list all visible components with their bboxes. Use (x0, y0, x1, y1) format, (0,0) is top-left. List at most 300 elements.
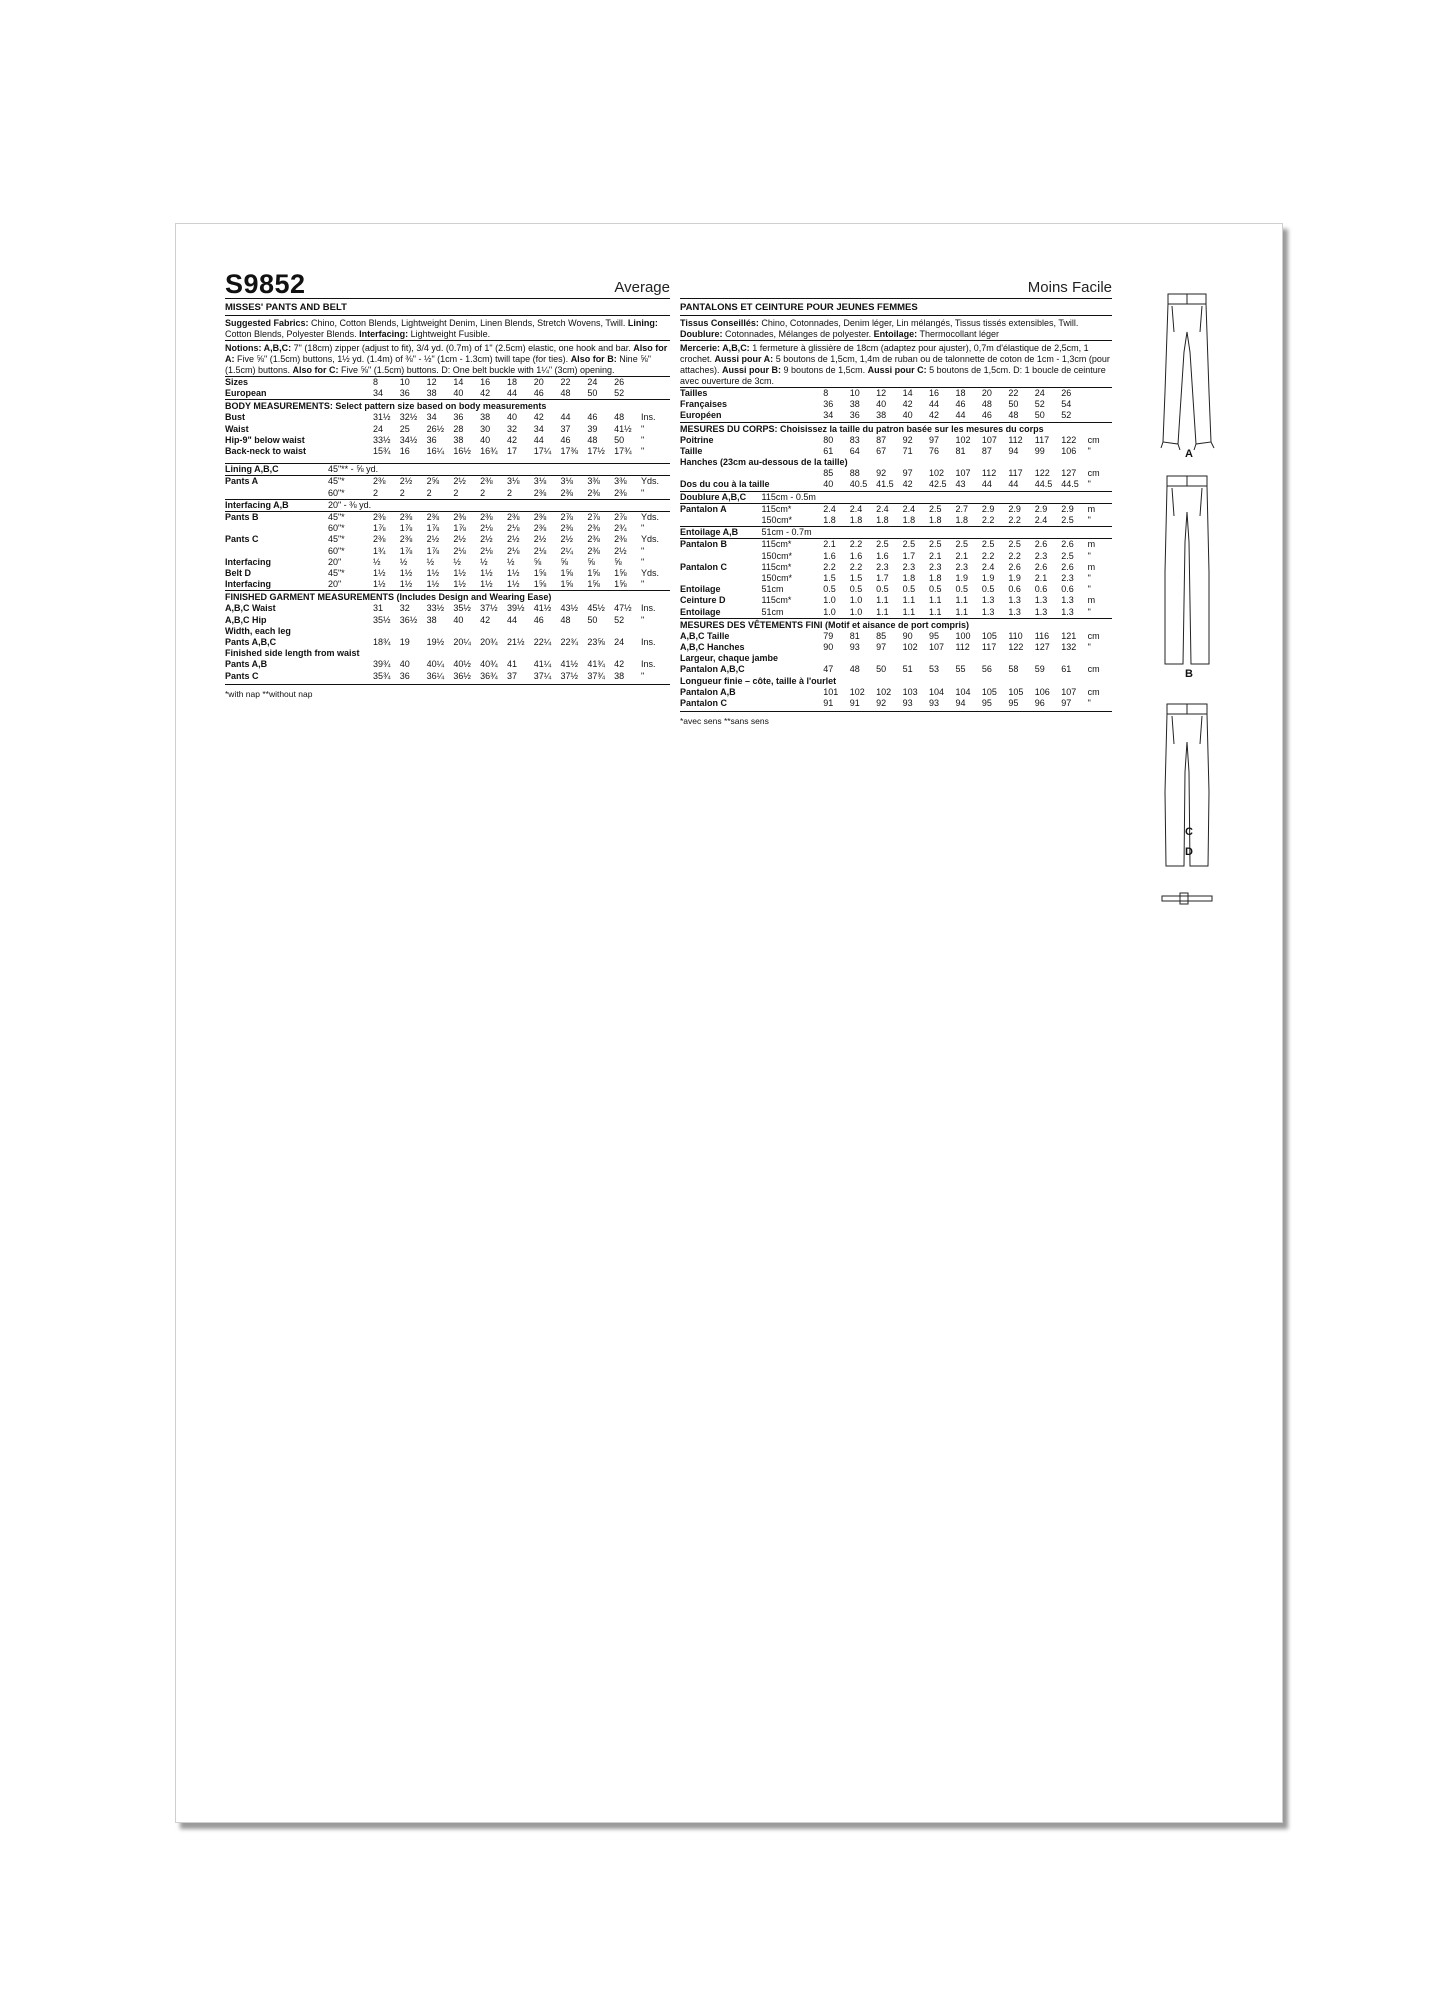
table-cell: 2.3 (1034, 550, 1048, 561)
table-cell: 115cm* (761, 595, 792, 606)
table-cell: 46 (533, 388, 544, 399)
table-cell: 40 (506, 412, 517, 423)
table-cell: 2⅜ (399, 534, 413, 545)
table-cell: 44.5 (1034, 479, 1053, 490)
table-cell: 2⅜ (533, 523, 547, 534)
view-c-drawing (1165, 704, 1209, 866)
table-cell: 42 (614, 659, 625, 670)
table-cell: 2⅜ (614, 487, 627, 498)
table-cell: " (1087, 479, 1091, 490)
table-cell (850, 492, 876, 503)
table-row (680, 551, 1112, 562)
table-cell (903, 527, 929, 538)
table-cell: 39 (587, 423, 598, 434)
table-cell: 22¼ (533, 637, 552, 648)
table-cell: 42 (480, 614, 491, 625)
table-row (680, 492, 1112, 503)
table-cell: 1.1 (955, 606, 968, 617)
table-cell: 96 (1034, 698, 1045, 709)
table-cell: 106 (1061, 445, 1077, 456)
table-cell (1035, 527, 1061, 538)
table-cell: 60"* (327, 487, 345, 498)
table-cell: 2⅛ (506, 545, 520, 556)
table-cell: " (640, 670, 645, 681)
table-cell: 110 (1008, 630, 1023, 641)
table-cell (328, 377, 373, 388)
row-label: Dos du cou à la taille (680, 479, 770, 490)
row-label: Taille (680, 445, 703, 456)
table-cell: 115cm - 0.5m (761, 491, 816, 502)
table-cell: 18 (506, 377, 517, 387)
notions-text-fr: 1 fermeture à glissière de 18cm (adaptez pour ajuster), 0,7m d'élastique de 2,5cm, 1 crochet. (680, 343, 1089, 364)
table-cell: 41¼ (533, 659, 552, 670)
table-cell: 2.5 (929, 503, 942, 514)
row-label: Entoilage (680, 584, 721, 595)
table-cell (328, 637, 373, 648)
table-cell (1088, 527, 1112, 538)
table-cell: 43 (955, 479, 966, 490)
table-cell: 1⅝ (587, 579, 600, 590)
table-cell: 2.3 (876, 561, 889, 572)
table-cell: 2⅜ (480, 512, 493, 523)
table-cell (453, 464, 480, 475)
table-cell: 2 (426, 487, 432, 498)
row-label: Pants B (225, 512, 259, 523)
table-cell: 88 (849, 468, 860, 479)
table-cell: m (1087, 539, 1096, 550)
table-cell: ½ (506, 556, 515, 567)
notions-c-text: Five ⅝" (1.5cm) buttons. D: One belt buckle with 1¼" (3cm) opening. (338, 365, 615, 375)
table-row (225, 568, 670, 579)
table-cell: 121 (1061, 630, 1077, 641)
table-cell: 2⅜ (560, 523, 574, 534)
table-cell: 48 (614, 412, 625, 423)
table-cell: 41.5 (876, 479, 894, 490)
table-cell: 1.8 (955, 515, 968, 526)
table-row (680, 698, 1112, 709)
row-label: Belt D (225, 568, 252, 579)
table-cell: 1.3 (1034, 606, 1048, 617)
table-cell: cm (1087, 664, 1100, 675)
table-cell: 112 (1008, 434, 1023, 445)
view-label-a: A (1185, 448, 1193, 460)
table-cell: 18 (955, 388, 966, 398)
table-cell: 1¾ (372, 545, 386, 556)
table-cell: 2.5 (1061, 515, 1074, 526)
table-cell: 2⅜ (533, 512, 547, 523)
table-cell: " (640, 556, 645, 567)
table-cell (400, 500, 427, 511)
row-label: Waist (225, 423, 249, 434)
table-cell: 1.1 (876, 595, 889, 606)
row-label (225, 523, 328, 534)
table-cell: 104 (955, 686, 971, 697)
table-cell: 20¾ (480, 637, 498, 648)
table-cell: Ins. (640, 603, 656, 614)
interfacing-text: Lightweight Fusible. (408, 329, 491, 339)
table-cell: 0.5 (876, 584, 889, 595)
row-label (680, 573, 762, 584)
table-cell: 36½ (453, 670, 471, 681)
row-label: Interfacing A,B (225, 499, 289, 510)
view-label-d-page: D (1185, 846, 1193, 858)
table-cell: 12 (426, 377, 437, 387)
table-row (680, 468, 1112, 479)
table-cell (587, 464, 614, 475)
table-cell: 2.9 (1061, 503, 1074, 514)
table-cell: 31½ (372, 412, 391, 423)
table-cell: 2⅞ (587, 512, 600, 523)
table-cell: " (640, 423, 645, 434)
finished-table-fr (680, 631, 1112, 709)
row-label: Width, each leg (225, 625, 291, 636)
table-cell: 30 (480, 423, 491, 434)
table-cell: 44 (533, 434, 544, 445)
table-cell: 2.4 (981, 561, 995, 572)
interfacing-table-fr (680, 527, 1112, 538)
table-cell (955, 492, 981, 503)
table-cell: 2⅜ (506, 512, 520, 523)
table-cell: 2.3 (902, 561, 916, 572)
table-row (680, 410, 1112, 421)
table-cell: 24 (372, 423, 383, 434)
row-label: Entoilage A,B (680, 527, 739, 538)
table-cell (328, 435, 373, 446)
table-cell: 71 (902, 445, 913, 456)
row-label: Hanches (23cm au-dessous de la taille) (680, 457, 848, 468)
table-cell: 61 (1061, 664, 1072, 675)
notions-a-label: Also for A: (225, 343, 668, 364)
table-cell (561, 464, 588, 475)
table-cell: 1⅞ (426, 545, 440, 556)
table-cell (762, 446, 824, 457)
table-cell: 91 (823, 698, 834, 709)
table-row (680, 527, 1112, 538)
table-cell: 42 (902, 479, 913, 490)
table-cell: 2.2 (849, 561, 863, 572)
table-cell: 16¼ (426, 446, 445, 457)
table-cell: m (1087, 595, 1096, 606)
fabrics-label: Suggested Fabrics: (225, 318, 309, 328)
table-cell: 42 (480, 388, 491, 399)
table-row (680, 664, 1112, 675)
table-cell: 1.9 (981, 573, 995, 584)
notions-b-label: Also for B: (570, 354, 617, 364)
table-cell: 81 (955, 445, 966, 456)
table-cell: 52 (1034, 399, 1045, 410)
view-label-b: B (1185, 668, 1193, 680)
table-cell (641, 500, 670, 511)
table-cell: 2.7 (955, 503, 968, 514)
table-cell: 1.8 (929, 573, 942, 584)
table-cell (982, 492, 1008, 503)
table-cell: Yds. (640, 512, 659, 523)
table-cell: ⅝ (614, 556, 622, 567)
table-cell (1088, 492, 1112, 503)
table-cell: 92 (902, 434, 913, 445)
table-cell: " (1087, 584, 1091, 595)
table-cell: 2⅜ (587, 487, 600, 498)
table-cell: 1⅝ (533, 568, 547, 579)
table-cell: 1.6 (876, 550, 889, 561)
table-cell: 2.5 (902, 539, 916, 550)
row-label: A,B,C Hip (225, 614, 267, 625)
table-cell: 87 (876, 434, 887, 445)
notions-a-text-fr: 5 boutons de 1,5cm, 1,4m de ruban ou de talonnette de coton de 1cm - 1,3cm (pour attaches). (680, 354, 1110, 375)
table-cell: 132 (1061, 642, 1077, 653)
table-row (225, 557, 670, 568)
row-label (680, 515, 762, 526)
table-cell: 38 (426, 388, 437, 399)
table-cell: Yds. (640, 568, 659, 579)
table-cell: 122 (1008, 642, 1024, 653)
table-cell: 102 (902, 642, 918, 653)
table-cell: 2.2 (1008, 550, 1021, 561)
table-cell: 2⅜ (587, 545, 600, 556)
table-cell: 2.1 (929, 550, 942, 561)
table-cell: 2.5 (1061, 550, 1074, 561)
table-cell: 1½ (426, 579, 440, 590)
table-cell: 0.5 (823, 584, 836, 595)
body-table-fr (680, 435, 1112, 491)
table-cell: 116 (1034, 630, 1050, 641)
table-cell: 21½ (506, 637, 525, 648)
table-cell: 2½ (453, 476, 466, 487)
table-cell: 50 (876, 664, 887, 675)
lining-table-fr (680, 492, 1112, 503)
table-cell: 2.2 (981, 550, 995, 561)
table-cell: 1.8 (902, 515, 916, 526)
row-label (225, 546, 328, 557)
table-cell: 1⅝ (587, 568, 600, 579)
table-cell: 19½ (426, 637, 445, 648)
table-cell: 36 (399, 670, 410, 681)
table-cell: 1.3 (1061, 606, 1074, 617)
lining-text: Cotton Blends, Polyester Blends. (225, 329, 360, 339)
table-cell (328, 446, 373, 457)
table-cell: 2½ (399, 476, 413, 487)
row-label: Pants A (225, 476, 259, 487)
table-cell: 16 (480, 377, 491, 387)
table-row (680, 457, 1112, 468)
table-cell: 38 (453, 434, 464, 445)
table-cell: 36¼ (426, 670, 445, 681)
table-cell: 37 (506, 670, 517, 681)
table-cell: 2½ (480, 534, 493, 545)
table-cell: 1½ (506, 579, 520, 590)
table-cell: Ins. (640, 637, 656, 648)
table-cell: 20 (981, 388, 992, 398)
table-cell: 1.1 (876, 606, 889, 617)
table-cell: 1.6 (849, 550, 863, 561)
table-cell: 93 (902, 698, 913, 709)
table-row (680, 642, 1112, 653)
table-cell: 50 (587, 388, 598, 399)
table-cell: 2.9 (1008, 503, 1021, 514)
table-cell: 2⅛ (480, 545, 493, 556)
table-cell (876, 527, 902, 538)
table-cell: 42 (533, 412, 544, 423)
table-cell (762, 468, 824, 479)
table-cell: 1½ (480, 579, 493, 590)
table-cell: ½ (453, 556, 461, 567)
table-cell: 2.5 (929, 539, 942, 550)
table-cell: 2.4 (1034, 515, 1048, 526)
table-cell: 1½ (453, 568, 466, 579)
table-cell: 0.6 (1008, 584, 1021, 595)
table-cell: cm (1087, 630, 1100, 641)
table-cell: 94 (1008, 445, 1019, 456)
table-row (225, 377, 670, 388)
table-cell (328, 615, 373, 626)
table-cell: 36 (399, 388, 410, 399)
table-cell: 2½ (506, 534, 520, 545)
row-label: Pantalon C (680, 698, 728, 709)
row-label: A,B,C Waist (225, 603, 276, 614)
table-cell: 2.1 (955, 550, 968, 561)
table-cell: 32 (506, 423, 517, 434)
table-cell: 1.3 (1008, 595, 1021, 606)
table-cell: 1.8 (823, 515, 836, 526)
table-cell: 46 (533, 614, 544, 625)
table-cell: 101 (823, 686, 839, 697)
table-cell: " (640, 487, 645, 498)
table-cell: 2 (399, 487, 405, 498)
table-cell (1088, 388, 1112, 399)
fabrics-text-fr: Chino, Cotonnades, Denim léger, Lin mélangés, Tissus tissés extensibles, Twill. (758, 318, 1079, 328)
table-row (225, 671, 670, 682)
table-cell: ½ (399, 556, 408, 567)
table-cell: 3⅛ (533, 476, 547, 487)
table-cell: m (1087, 561, 1096, 572)
table-cell: 95 (929, 630, 940, 641)
table-cell (762, 479, 824, 490)
table-cell: 43½ (560, 603, 579, 614)
table-cell: 39½ (506, 603, 525, 614)
table-cell: 39¾ (372, 659, 391, 670)
table-cell: 76 (929, 445, 940, 456)
table-row (680, 399, 1112, 410)
table-cell: 38 (614, 670, 625, 681)
table-cell: 93 (849, 642, 860, 653)
body-table-en (225, 412, 670, 457)
table-cell: 42 (929, 410, 940, 421)
table-cell: 1.1 (902, 595, 916, 606)
table-cell: 115cm* (761, 539, 792, 550)
table-cell: 1½ (426, 568, 440, 579)
row-label: Poitrine (680, 434, 714, 445)
table-cell (328, 603, 373, 614)
table-cell: 92 (876, 698, 887, 709)
table-cell: 46 (560, 434, 571, 445)
pants-a-table-en (225, 476, 670, 498)
table-row (680, 631, 1112, 642)
table-cell: 2.2 (823, 561, 836, 572)
table-cell: " (1087, 573, 1091, 584)
notions-c-text-fr: 5 boutons de 1,5cm. D: 1 boucle de ceinture avec ouverture de 3cm. (680, 365, 1106, 386)
notions-b-text-fr: 9 boutons de 1,5cm. (781, 365, 868, 375)
table-cell: 51cm (761, 606, 784, 617)
table-cell: 122 (1061, 434, 1077, 445)
table-cell: 40¼ (426, 659, 445, 670)
table-row (225, 615, 670, 626)
table-cell: 38 (876, 410, 887, 421)
table-cell (507, 500, 534, 511)
table-cell (762, 399, 824, 410)
table-cell: 28 (453, 423, 464, 434)
table-cell: 36¾ (480, 670, 498, 681)
table-cell: 1.3 (1061, 595, 1074, 606)
table-cell: 1.3 (981, 606, 995, 617)
table-cell: 2⅛ (506, 523, 520, 534)
table-row (680, 607, 1112, 618)
table-cell: 41¾ (587, 659, 605, 670)
table-cell: 2.3 (955, 561, 968, 572)
table-cell: 50 (1034, 410, 1045, 421)
table-cell (762, 642, 824, 653)
table-cell: 48 (560, 388, 571, 399)
table-cell: 0.6 (1034, 584, 1048, 595)
table-row (225, 388, 670, 399)
table-cell: 46 (587, 412, 598, 423)
table-cell: 2.5 (955, 539, 968, 550)
table-cell: 85 (823, 468, 834, 479)
table-cell: 1⅝ (560, 568, 574, 579)
table-cell: 104 (929, 686, 945, 697)
table-cell (1088, 399, 1112, 410)
table-cell: Ins. (640, 659, 656, 670)
table-cell: 93 (929, 698, 940, 709)
row-label: Pantalon A,B,C (680, 664, 745, 675)
table-row (225, 446, 670, 457)
finished-table-en (225, 603, 670, 681)
table-cell: 1½ (399, 579, 413, 590)
table-cell: 34 (533, 423, 544, 434)
footnote-en: *with nap **without nap (225, 688, 313, 699)
table-cell: " (640, 614, 645, 625)
table-cell: 38 (426, 614, 437, 625)
table-cell: 3⅛ (506, 476, 520, 487)
fabrics-text: Chino, Cotton Blends, Lightweight Denim, Linen Blends, Stretch Wovens, Twill. (308, 318, 626, 328)
table-cell: 2⅜ (560, 487, 574, 498)
table-cell: Yds. (640, 476, 659, 487)
table-cell: 95 (981, 698, 992, 709)
table-cell (1008, 492, 1034, 503)
row-label: Françaises (680, 399, 728, 410)
table-cell: 2.6 (1034, 539, 1048, 550)
table-cell: ⅝ (560, 556, 569, 567)
table-cell: 2.1 (823, 539, 836, 550)
table-cell: 99 (1034, 445, 1045, 456)
table-cell: 0.5 (929, 584, 942, 595)
interfacing-label-fr: Entoilage: (873, 329, 918, 339)
table-cell: 102 (929, 468, 945, 479)
table-cell: 102 (849, 686, 865, 697)
table-cell: 80 (823, 434, 834, 445)
table-cell: 2.4 (823, 503, 836, 514)
table-cell (762, 388, 824, 399)
table-cell: 2⅜ (399, 512, 413, 523)
table-cell: 2.5 (981, 539, 995, 550)
table-cell: 36 (426, 434, 437, 445)
interfacing-table-en (225, 500, 670, 511)
table-cell: 1.0 (849, 606, 863, 617)
table-cell: 1.9 (955, 573, 968, 584)
table-cell: 52 (614, 388, 625, 399)
table-cell: 0.5 (849, 584, 863, 595)
table-row (225, 546, 670, 557)
table-cell: 45"* (327, 476, 345, 487)
